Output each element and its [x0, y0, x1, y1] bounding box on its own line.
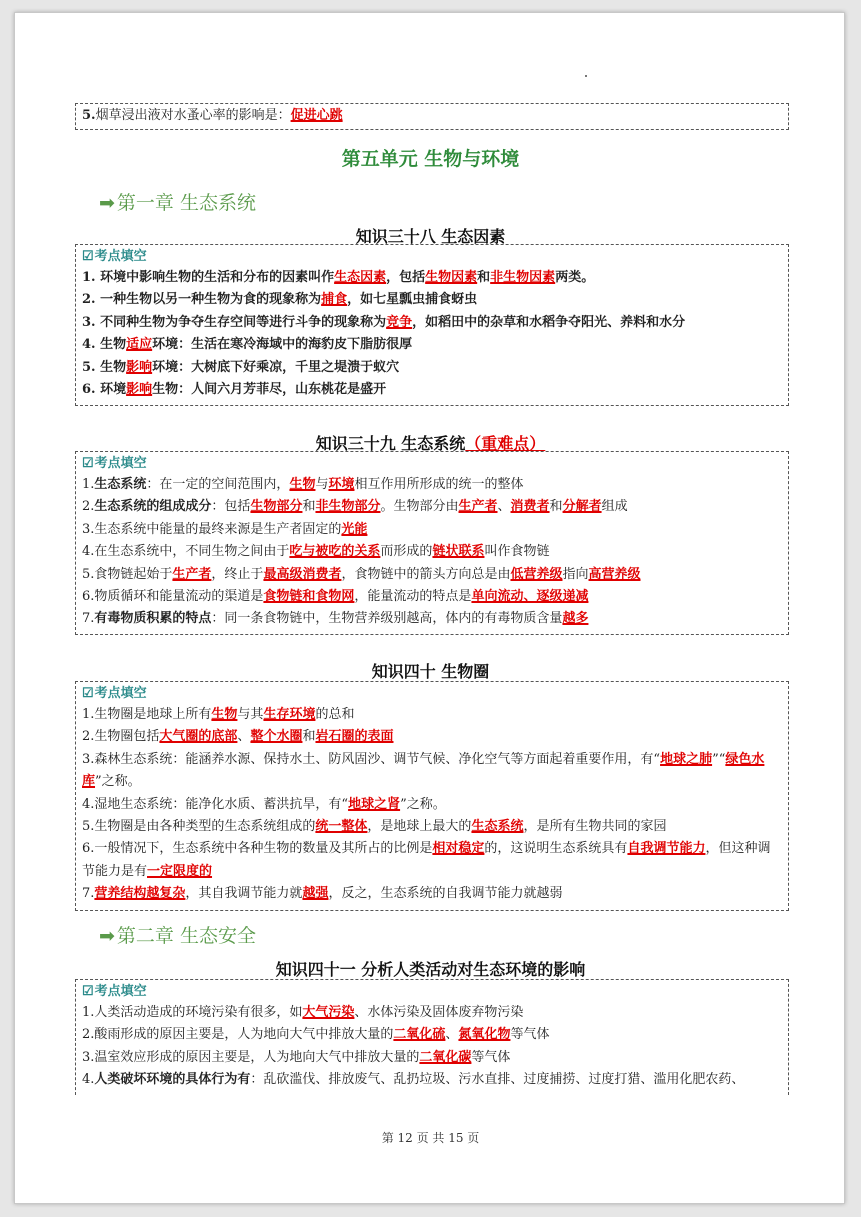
list-item: 2.酸雨形成的原因主要是，人为地向大气中排放大量的二氧化硫、氮氧化物等气体 — [82, 1027, 550, 1043]
list-item: 1.生态系统：在一定的空间范围内，生物与环境相互作用所形成的统一的整体 — [82, 477, 524, 492]
list-item: 2.生态系统的组成成分：包括生物部分和非生物部分。生物部分由生产者、消费者和分解者组成 — [82, 499, 628, 515]
tag-label: ☑考点填空 — [82, 982, 782, 1002]
chapter-heading-2 — [99, 921, 256, 948]
list-item: 3.森林生态系统：能涵养水源、保持水土、防风固沙、调节气候、净化空气等方面起着重要作用，有“地球之肺”“绿色水库”之称。 — [82, 751, 765, 790]
arrow-icon: ➡ — [99, 925, 115, 947]
list-item: 4.人类破坏环境的具体行为有：乱砍滥伐、排放废气、乱扔垃圾、污水直排、过度捕捞、过度打猎、滥用化肥农药、 — [82, 1072, 745, 1088]
chapter-title: 第二章 生态安全 — [116, 925, 256, 947]
list-item: 5. 生物影响环境：大树底下好乘凉，千里之堤溃于蚁穴 — [82, 359, 400, 375]
list-item: 5.生物圈是由各种类型的生态系统组成的统一整体，是地球上最大的生态系统，是所有生物共同的家园 — [82, 819, 667, 835]
k39-box — [75, 451, 789, 635]
checkbox-icon: ☑ — [82, 686, 94, 701]
list-item: 7.营养结构越复杂，其自我调节能力就越强，反之，生态系统的自我调节能力就越弱 — [82, 886, 563, 902]
stray-dot — [585, 75, 587, 77]
k40-box — [75, 681, 789, 911]
list-item: 3.温室效应形成的原因主要是，人为地向大气中排放大量的二氧化碳等气体 — [82, 1049, 511, 1065]
key-point-badge: （重难点） — [465, 434, 546, 453]
top-box-line — [82, 105, 782, 127]
section-title-k40: 知识四十 生物圈 — [371, 662, 490, 681]
list-item: 3.生态系统中能量的最终来源是生产者固定的光能 — [82, 521, 368, 537]
tag-label: ☑考点填空 — [82, 247, 782, 267]
list-item: 3. 不同种生物为争夺生存空间等进行斗争的现象称为竞争，如稻田中的杂草和水稻争夺阳光、养料和水分 — [82, 314, 686, 330]
chapter-heading-1 — [99, 188, 256, 215]
top-box — [75, 103, 789, 130]
page-footer: 第 12 页 共 15 页 — [381, 1131, 480, 1145]
list-item: 4.在生态系统中，不同生物之间由于吃与被吃的关系而形成的链状联系叫作食物链 — [82, 544, 550, 560]
section-title-k38: 知识三十八 生态因素 — [355, 227, 506, 246]
document-page — [14, 12, 845, 1204]
k38-box — [75, 244, 789, 406]
list-item: 1. 环境中影响生物的生活和分布的因素叫作生态因素，包括生物因素和非生物因素两类。 — [82, 270, 595, 285]
item-text: 烟草浸出液对水蚤心率的影响是： — [95, 108, 291, 123]
list-item: 1.人类活动造成的环境污染有很多，如大气污染、水体污染及固体废弃物污染 — [82, 1005, 524, 1020]
checkbox-icon: ☑ — [82, 456, 94, 471]
answer-text: 促进心跳 — [290, 108, 343, 123]
chapter-title: 第一章 生态系统 — [116, 192, 256, 214]
list-item: 6.一般情况下，生态系统中各种生物的数量及其所占的比例是相对稳定的，这说明生态系统具有自我调节能力，但这种调节能力是有一定限度的 — [82, 841, 771, 879]
item-number: 5. — [82, 108, 96, 123]
list-item: 2.生物圈包括大气圈的底部、整个水圈和岩石圈的表面 — [82, 729, 394, 745]
list-item: 4. 生物适应环境：生活在寒冷海域中的海豹皮下脂肪很厚 — [82, 337, 413, 353]
unit-title: 第五单元 生物与环境 — [341, 148, 520, 170]
tag-label: ☑考点填空 — [82, 684, 782, 704]
section-title-k41: 知识四十一 分析人类活动对生态环境的影响 — [275, 960, 586, 979]
k41-box — [75, 979, 789, 1095]
list-item: 4.湿地生态系统：能净化水质、蓄洪抗旱，有“地球之肾”之称。 — [82, 796, 446, 812]
list-item: 1.生物圈是地球上所有生物与其生存环境的总和 — [82, 707, 355, 722]
list-item: 6. 环境影响生物：人间六月芳菲尽，山东桃花是盛开 — [82, 382, 387, 398]
list-item: 7.有毒物质积累的特点：同一条食物链中，生物营养级别越高，体内的有毒物质含量越多 — [82, 611, 589, 627]
checkbox-icon: ☑ — [82, 249, 94, 264]
list-item: 2. 一种生物以另一种生物为食的现象称为捕食，如七星瓢虫捕食蚜虫 — [82, 292, 478, 308]
list-item: 6.物质循环和能量流动的渠道是食物链和食物网，能量流动的特点是单向流动、逐级递减 — [82, 589, 589, 605]
list-item: 5.食物链起始于生产者，终止于最高级消费者，食物链中的箭头方向总是由低营养级指向高营养级 — [82, 566, 641, 582]
section-title-k39: 知识三十九 生态系统（重难点） — [315, 434, 546, 453]
tag-label: ☑考点填空 — [82, 454, 782, 474]
checkbox-icon: ☑ — [82, 984, 94, 999]
arrow-icon: ➡ — [99, 192, 115, 214]
